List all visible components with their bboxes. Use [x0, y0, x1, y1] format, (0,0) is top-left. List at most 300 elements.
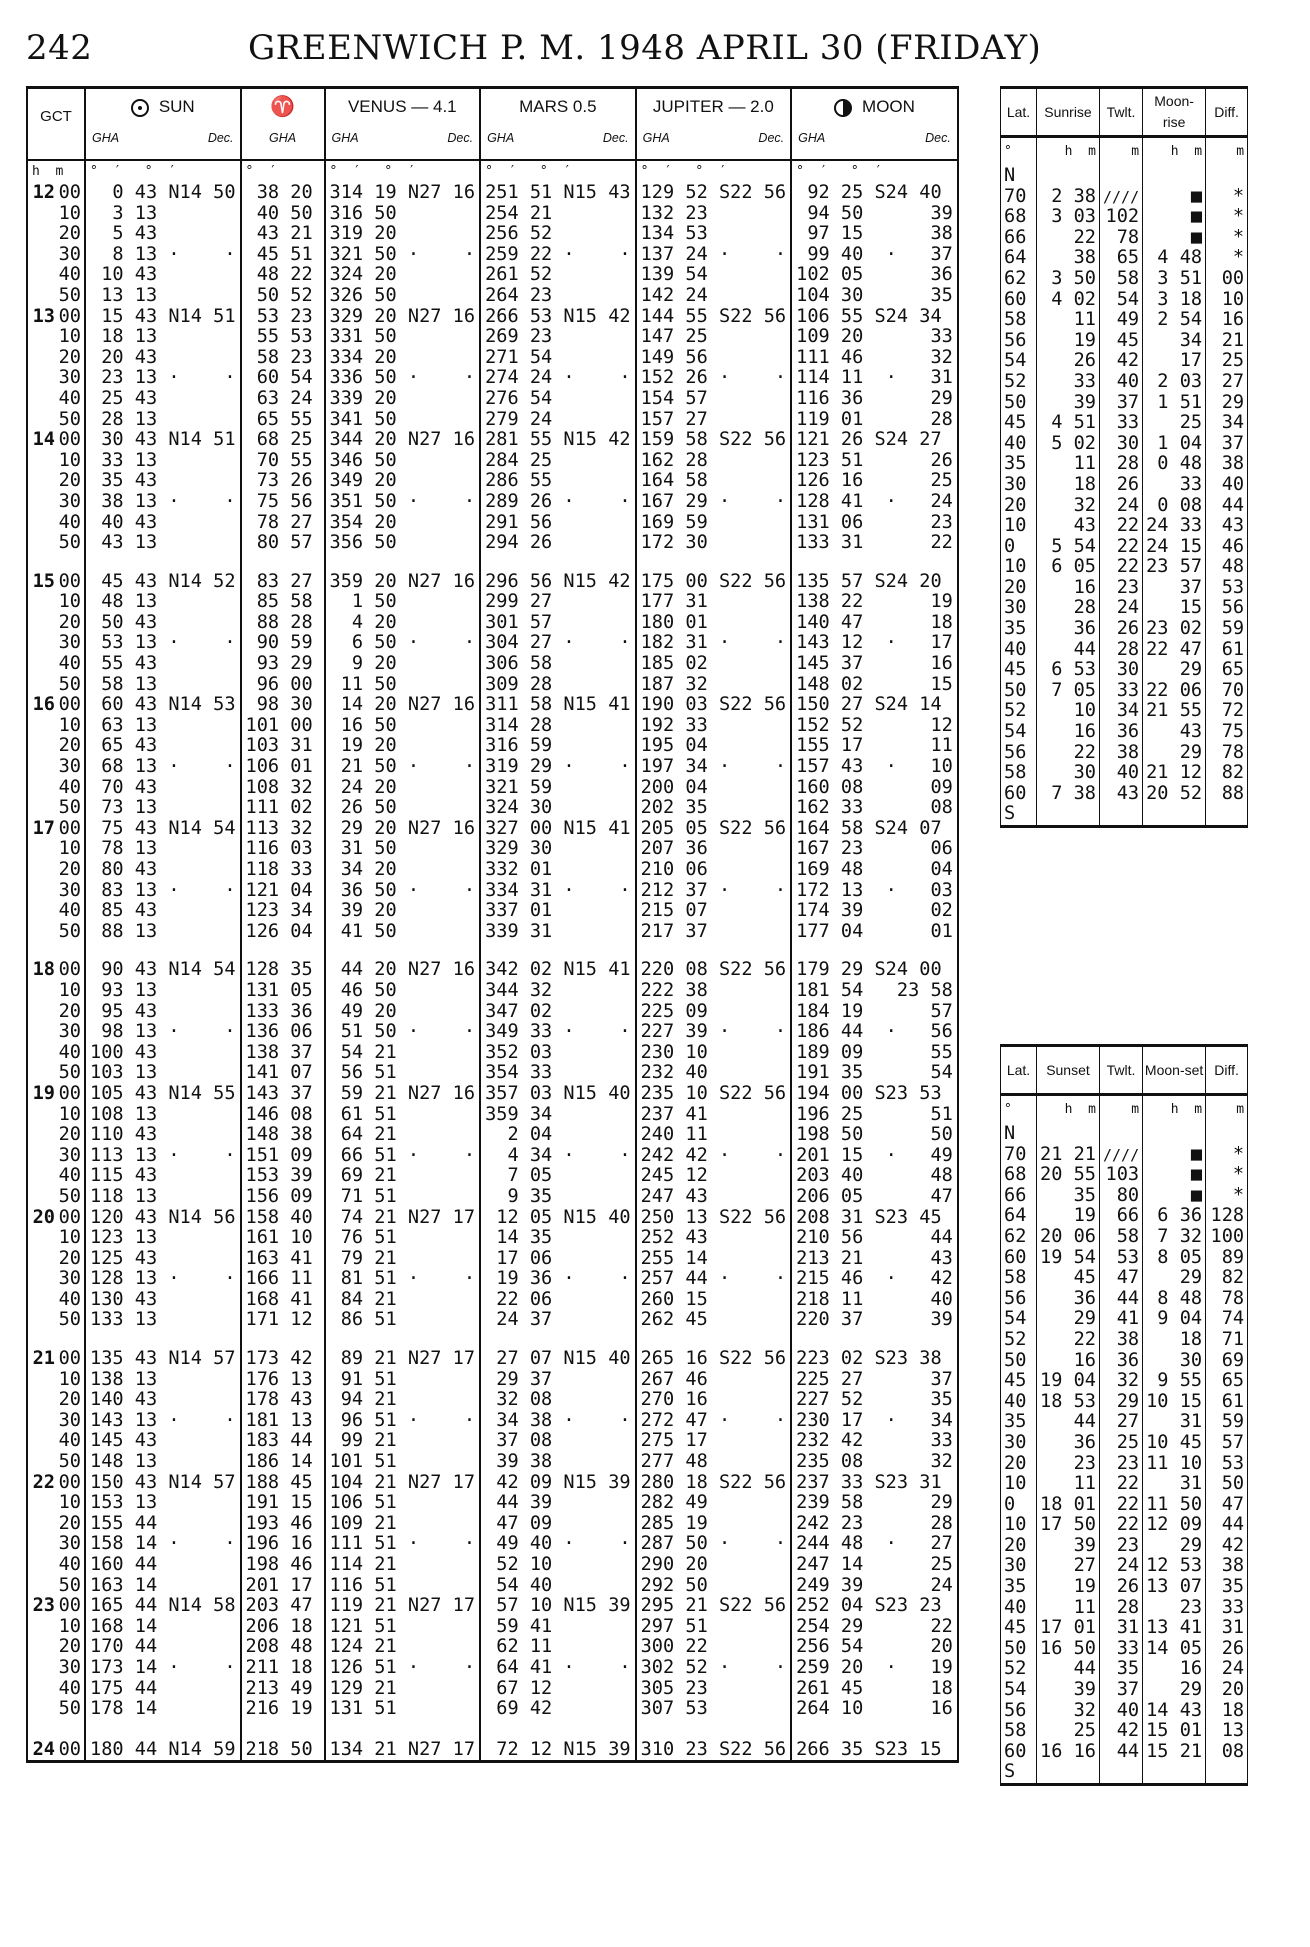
time-cell: 18 53: [1037, 1392, 1100, 1413]
lat-cell: 40: [1001, 434, 1037, 455]
jupiter-cell: 235 10 S22 56: [636, 1084, 792, 1105]
venus-cell: 99 21: [325, 1431, 481, 1452]
mars-cell: 37 08: [480, 1431, 636, 1452]
twilight-cell: 24: [1099, 1556, 1142, 1577]
table-row: [27, 1290, 958, 1311]
aries-cell: 80 57: [241, 533, 325, 554]
diff-cell: 48: [1206, 557, 1248, 578]
time-cell: 43: [1037, 516, 1100, 537]
twilight-cell: 45: [1099, 331, 1142, 352]
diff-header: Diff.: [1206, 88, 1248, 137]
venus-cell: 24 20: [325, 778, 481, 799]
sun-cell: 45 43 N14 52: [85, 572, 241, 593]
lat-cell: 50: [1001, 1639, 1037, 1660]
table-row: [27, 327, 958, 348]
twilight-cell: 22: [1099, 557, 1142, 578]
gct-minute: 10: [58, 1493, 81, 1514]
latitude-row: [1001, 1124, 1248, 1145]
lat-cell: 45: [1001, 660, 1037, 681]
aries-cell: 143 37: [241, 1084, 325, 1105]
twilight-cell: 43: [1099, 784, 1142, 805]
gap-cell: [636, 1720, 792, 1738]
diff-cell: 10: [1206, 290, 1248, 311]
twilight-cell: 53: [1099, 1248, 1142, 1269]
diff-cell: 89: [1206, 1248, 1248, 1269]
lat-cell: 45: [1001, 413, 1037, 434]
jupiter-cell: 205 05 S22 56: [636, 819, 792, 840]
latitude-row: [1001, 1268, 1248, 1289]
jupiter-cell: 175 00 S22 56: [636, 572, 792, 593]
time-cell: 20 06: [1037, 1227, 1100, 1248]
twilight-cell: 29: [1099, 1392, 1142, 1413]
aries-cell: 55 53: [241, 327, 325, 348]
gct-minute: 30: [58, 491, 81, 512]
time-cell: 22: [1037, 228, 1100, 249]
time-cell: 28: [1037, 598, 1100, 619]
jupiter-cell: 217 37: [636, 922, 792, 943]
moon-time-cell: 31: [1143, 1412, 1206, 1433]
mars-cell: 357 03 N15 40: [480, 1084, 636, 1105]
lat-cell: 50: [1001, 1351, 1037, 1372]
venus-cell: 69 21: [325, 1166, 481, 1187]
venus-cell: 39 20: [325, 901, 481, 922]
moon-time-cell: 29: [1143, 1680, 1206, 1701]
gct-minute: 00: [58, 571, 81, 592]
table-row: [27, 471, 958, 492]
unit-cell: ° ′ ° ′: [85, 160, 241, 183]
moon-time-cell: 37: [1143, 578, 1206, 599]
gct-minute: 50: [58, 285, 81, 306]
gct-cell: [27, 1738, 85, 1762]
jupiter-cell: 215 07: [636, 901, 792, 922]
moon-time-cell: 31: [1143, 1474, 1206, 1495]
gct-cell: [27, 327, 85, 348]
gct-minute: 30: [58, 244, 81, 265]
diff-cell: 08: [1206, 1742, 1248, 1763]
jupiter-cell: 287 50 · ·: [636, 1534, 792, 1555]
jupiter-cell: 277 48: [636, 1452, 792, 1473]
aries-cell: 103 31: [241, 736, 325, 757]
block-gap: [27, 1331, 958, 1349]
mars-cell: 52 10: [480, 1555, 636, 1576]
venus-cell: 334 20: [325, 348, 481, 369]
gap-cell: [85, 1331, 241, 1349]
sun-cell: 153 13: [85, 1493, 241, 1514]
moonrise-header: Moon-rise: [1143, 88, 1206, 137]
table-row: [27, 1431, 958, 1452]
unit-cell: m: [1099, 1095, 1142, 1125]
table-row: [27, 592, 958, 613]
diff-cell: 82: [1206, 1268, 1248, 1289]
sun-cell: 10 43: [85, 265, 241, 286]
moon-time-cell: 9 55: [1143, 1371, 1206, 1392]
jupiter-cell: 132 23: [636, 204, 792, 225]
sun-cell: 28 13: [85, 410, 241, 431]
sun-cell: 113 13 · ·: [85, 1146, 241, 1167]
gct-minute: 00: [58, 1472, 81, 1493]
mars-cell: 321 59: [480, 778, 636, 799]
table-row: [27, 736, 958, 757]
aries-cell: 65 55: [241, 410, 325, 431]
venus-header: VENUS — 4.1 GHA Dec.: [325, 88, 481, 161]
moon-cell: 128 41 · 24: [791, 492, 958, 513]
gct-minute: 10: [58, 203, 81, 224]
moon-cell: 169 48 04: [791, 860, 958, 881]
moon-cell: 177 04 01: [791, 922, 958, 943]
time-cell: 16 16: [1037, 1742, 1100, 1763]
moon-cell: 164 58 S24 07: [791, 819, 958, 840]
table-row: [27, 1411, 958, 1432]
latitude-row: [1001, 640, 1248, 661]
mars-cell: 29 37: [480, 1370, 636, 1391]
table-row: [27, 1534, 958, 1555]
sun-cell: 135 43 N14 57: [85, 1349, 241, 1370]
diff-cell: 59: [1206, 1412, 1248, 1433]
twilight-cell: 23: [1099, 1536, 1142, 1557]
venus-cell: 329 20 N27 16: [325, 307, 481, 328]
gct-cell: [27, 1370, 85, 1391]
time-cell: 19: [1037, 331, 1100, 352]
sun-cell: 43 13: [85, 533, 241, 554]
sun-cell: 143 13 · ·: [85, 1411, 241, 1432]
time-cell: 11: [1037, 1474, 1100, 1495]
gct-minute: 40: [58, 1042, 81, 1063]
moon-time-cell: ■: [1143, 1165, 1206, 1186]
sun-cell: 70 43: [85, 778, 241, 799]
twilight-cell: 42: [1099, 1721, 1142, 1742]
moon-time-cell: 15: [1143, 598, 1206, 619]
gct-cell: [27, 1658, 85, 1679]
mars-cell: 39 38: [480, 1452, 636, 1473]
diff-cell: 46: [1206, 537, 1248, 558]
mars-cell: 352 03: [480, 1043, 636, 1064]
aries-cell: 58 23: [241, 348, 325, 369]
lat-cell: 70: [1001, 187, 1037, 208]
sun-cell: 23 13 · ·: [85, 368, 241, 389]
twilight-cell: 40: [1099, 1701, 1142, 1722]
venus-cell: 104 21 N27 17: [325, 1473, 481, 1494]
twilight-cell: 103: [1099, 1165, 1142, 1186]
twilight-cell: 25: [1099, 1433, 1142, 1454]
lat-cell: 54: [1001, 1309, 1037, 1330]
jupiter-cell: 240 11: [636, 1125, 792, 1146]
sun-cell: 158 14 · ·: [85, 1534, 241, 1555]
aries-cell: 168 41: [241, 1290, 325, 1311]
moon-cell: 133 31 22: [791, 533, 958, 554]
mars-cell: 294 26: [480, 533, 636, 554]
latitude-row: [1001, 187, 1248, 208]
gct-cell: [27, 513, 85, 534]
diff-cell: 38: [1206, 1556, 1248, 1577]
latitude-row: [1001, 784, 1248, 805]
gct-minute: 50: [58, 1699, 81, 1720]
diff-cell: 16: [1206, 310, 1248, 331]
sun-cell: 58 13: [85, 675, 241, 696]
mars-cell: 251 51 N15 43: [480, 183, 636, 204]
gct-minute: 40: [58, 1166, 81, 1187]
gct-minute: 50: [58, 533, 81, 554]
moon-cell: 215 46 · 42: [791, 1269, 958, 1290]
gap-cell: [27, 554, 85, 572]
diff-cell: 70: [1206, 681, 1248, 702]
latitude-row: [1001, 207, 1248, 228]
gap-cell: [636, 1331, 792, 1349]
gct-minute: 00: [58, 430, 81, 451]
time-cell: 10: [1037, 701, 1100, 722]
lat-cell: 70: [1001, 1145, 1037, 1166]
gct-cell: [27, 1249, 85, 1270]
time-cell: 36: [1037, 1433, 1100, 1454]
gct-minute: 10: [58, 715, 81, 736]
aries-cell: 68 25: [241, 430, 325, 451]
twilight-cell: 33: [1099, 413, 1142, 434]
diff-cell: 29: [1206, 393, 1248, 414]
latitude-row: [1001, 701, 1248, 722]
aries-cell: 128 35: [241, 960, 325, 981]
time-cell: 39: [1037, 1536, 1100, 1557]
mars-cell: 339 31: [480, 922, 636, 943]
gap-cell: [480, 554, 636, 572]
aries-cell: 98 30: [241, 695, 325, 716]
latitude-row: [1001, 1289, 1248, 1310]
mars-cell: 291 56: [480, 513, 636, 534]
moon-time-cell: 25: [1143, 413, 1206, 434]
unit-cell: h m: [1143, 137, 1206, 167]
jupiter-cell: 275 17: [636, 1431, 792, 1452]
time-cell: 45: [1037, 1268, 1100, 1289]
jupiter-cell: 297 51: [636, 1617, 792, 1638]
lat-cell: 52: [1001, 1330, 1037, 1351]
venus-cell: 19 20: [325, 736, 481, 757]
mars-cell: 337 01: [480, 901, 636, 922]
gct-minute: 10: [58, 592, 81, 613]
venus-cell: 11 50: [325, 675, 481, 696]
moon-time-cell: 23 02: [1143, 619, 1206, 640]
gct-cell: [27, 901, 85, 922]
sun-cell: 25 43: [85, 389, 241, 410]
sun-cell: 108 13: [85, 1105, 241, 1126]
moon-cell: 201 15 · 49: [791, 1146, 958, 1167]
sun-cell: 78 13: [85, 839, 241, 860]
diff-cell: [1206, 804, 1248, 826]
sun-cell: 60 43 N14 53: [85, 695, 241, 716]
mars-cell: 24 37: [480, 1310, 636, 1331]
diff-cell: 69: [1206, 1351, 1248, 1372]
diff-cell: 24: [1206, 1659, 1248, 1680]
lat-cell: 58: [1001, 310, 1037, 331]
table-row: [27, 1269, 958, 1290]
sun-cell: 50 43: [85, 613, 241, 634]
latitude-row: [1001, 557, 1248, 578]
gap-cell: [325, 942, 481, 960]
moon-time-cell: 23 57: [1143, 557, 1206, 578]
latitude-row: [1001, 1598, 1248, 1619]
gct-minute: 00: [58, 1738, 81, 1760]
venus-cell: 74 21 N27 17: [325, 1208, 481, 1229]
jupiter-cell: 134 53: [636, 224, 792, 245]
aries-cell: 196 16: [241, 1534, 325, 1555]
twilight-header: Twlt.: [1099, 88, 1142, 137]
table-row: [27, 1493, 958, 1514]
lat-cell: 35: [1001, 619, 1037, 640]
lat-cell: 60: [1001, 290, 1037, 311]
venus-cell: 336 50 · ·: [325, 368, 481, 389]
time-cell: 19: [1037, 1577, 1100, 1598]
moon-time-cell: [1143, 804, 1206, 826]
mars-cell: 59 41: [480, 1617, 636, 1638]
gct-cell: [27, 1228, 85, 1249]
twilight-cell: 44: [1099, 1289, 1142, 1310]
gct-cell: [27, 430, 85, 451]
gct-cell: [27, 1617, 85, 1638]
gct-cell: [27, 1452, 85, 1473]
aries-cell: 178 43: [241, 1390, 325, 1411]
moon-cell: 235 08 32: [791, 1452, 958, 1473]
jupiter-cell: 232 40: [636, 1063, 792, 1084]
jupiter-cell: 142 24: [636, 286, 792, 307]
gct-cell: [27, 592, 85, 613]
sun-cell: 120 43 N14 56: [85, 1208, 241, 1229]
diff-cell: 57: [1206, 1433, 1248, 1454]
moon-cell: 206 05 47: [791, 1187, 958, 1208]
venus-cell: 94 21: [325, 1390, 481, 1411]
mars-cell: 319 29 · ·: [480, 757, 636, 778]
lat-cell: 10: [1001, 516, 1037, 537]
moon-cell: 131 06 23: [791, 513, 958, 534]
gct-minute: 20: [58, 1248, 81, 1269]
aries-cell: 141 07: [241, 1063, 325, 1084]
sun-cell: 48 13: [85, 592, 241, 613]
twilight-cell: 31: [1099, 1618, 1142, 1639]
latitude-row: [1001, 248, 1248, 269]
diff-cell: 75: [1206, 722, 1248, 743]
table-row: [27, 613, 958, 634]
mars-cell: 69 42: [480, 1699, 636, 1720]
sun-cell: 95 43: [85, 1002, 241, 1023]
sun-icon: [131, 99, 149, 117]
table-row: [27, 1063, 958, 1084]
sunrise-table: [1000, 86, 1248, 828]
latitude-row: [1001, 290, 1248, 311]
diff-cell: 78: [1206, 1289, 1248, 1310]
unit-cell: m: [1206, 137, 1248, 167]
twilight-cell: 42: [1099, 351, 1142, 372]
gct-minute: 50: [58, 1575, 81, 1596]
time-cell: 21 21: [1037, 1145, 1100, 1166]
lat-cell: 56: [1001, 1289, 1037, 1310]
gct-cell: [27, 1514, 85, 1535]
sun-cell: 165 44 N14 58: [85, 1596, 241, 1617]
diff-cell: 43: [1206, 516, 1248, 537]
venus-cell: 56 51: [325, 1063, 481, 1084]
table-row: [27, 757, 958, 778]
venus-cell: 9 20: [325, 654, 481, 675]
diff-cell: *: [1206, 1145, 1248, 1166]
sun-header: SUN GHA Dec.: [85, 88, 241, 161]
aries-cell: 191 15: [241, 1493, 325, 1514]
twilight-cell: 27: [1099, 1412, 1142, 1433]
mars-cell: 266 53 N15 42: [480, 307, 636, 328]
jupiter-cell: 300 22: [636, 1637, 792, 1658]
lat-cell: 58: [1001, 1268, 1037, 1289]
moon-cell: 148 02 15: [791, 675, 958, 696]
sun-cell: 148 13: [85, 1452, 241, 1473]
gct-cell: [27, 1002, 85, 1023]
venus-cell: 31 50: [325, 839, 481, 860]
lat-cell: 0: [1001, 537, 1037, 558]
venus-cell: 46 50: [325, 981, 481, 1002]
diff-cell: 78: [1206, 743, 1248, 764]
mars-cell: 256 52: [480, 224, 636, 245]
gap-cell: [27, 1720, 85, 1738]
time-cell: 17 50: [1037, 1515, 1100, 1536]
table-row: [27, 633, 958, 654]
mars-cell: 271 54: [480, 348, 636, 369]
latitude-row: [1001, 1474, 1248, 1495]
gct-minute: 50: [58, 798, 81, 819]
gct-cell: [27, 1084, 85, 1105]
jupiter-cell: 195 04: [636, 736, 792, 757]
moon-cell: 239 58 29: [791, 1493, 958, 1514]
aries-cell: 116 03: [241, 839, 325, 860]
sun-cell: 163 14: [85, 1576, 241, 1597]
mars-cell: 34 38 · ·: [480, 1411, 636, 1432]
table-row: [27, 430, 958, 451]
latitude-row: [1001, 1659, 1248, 1680]
aries-cell: 146 08: [241, 1105, 325, 1126]
moon-cell: 145 37 16: [791, 654, 958, 675]
jupiter-cell: 305 23: [636, 1679, 792, 1700]
moon-time-cell: 8 48: [1143, 1289, 1206, 1310]
table-row: [27, 286, 958, 307]
gct-minute: 30: [58, 1145, 81, 1166]
venus-cell: 64 21: [325, 1125, 481, 1146]
venus-cell: 321 50 · ·: [325, 245, 481, 266]
gap-cell: [791, 942, 958, 960]
moon-time-cell: 34: [1143, 331, 1206, 352]
sun-cell: 5 43: [85, 224, 241, 245]
gct-minute: 20: [58, 612, 81, 633]
latitude-row: [1001, 269, 1248, 290]
gap-cell: [85, 554, 241, 572]
jupiter-cell: 200 04: [636, 778, 792, 799]
gct-minute: 00: [58, 306, 81, 327]
latitude-row: [1001, 1721, 1248, 1742]
gct-minute: 40: [58, 777, 81, 798]
diff-cell: 59: [1206, 619, 1248, 640]
block-gap: [27, 554, 958, 572]
time-cell: 11: [1037, 310, 1100, 331]
sun-cell: 18 13: [85, 327, 241, 348]
moon-cell: 92 25 S24 40: [791, 183, 958, 204]
time-cell: 22: [1037, 1330, 1100, 1351]
gct-minute: 40: [58, 1555, 81, 1575]
aries-cell: 176 13: [241, 1370, 325, 1391]
mars-cell: 264 23: [480, 286, 636, 307]
moon-time-cell: 18: [1143, 1330, 1206, 1351]
jupiter-cell: 152 26 · ·: [636, 368, 792, 389]
venus-cell: 116 51: [325, 1576, 481, 1597]
sun-cell: 173 14 · ·: [85, 1658, 241, 1679]
jupiter-cell: 255 14: [636, 1249, 792, 1270]
lat-cell: 66: [1001, 1186, 1037, 1207]
moon-time-cell: 29: [1143, 1536, 1206, 1557]
mars-cell: 54 40: [480, 1576, 636, 1597]
latitude-row: [1001, 1206, 1248, 1227]
twilight-cell: 32: [1099, 1371, 1142, 1392]
venus-cell: 129 21: [325, 1679, 481, 1700]
table-row: [27, 389, 958, 410]
